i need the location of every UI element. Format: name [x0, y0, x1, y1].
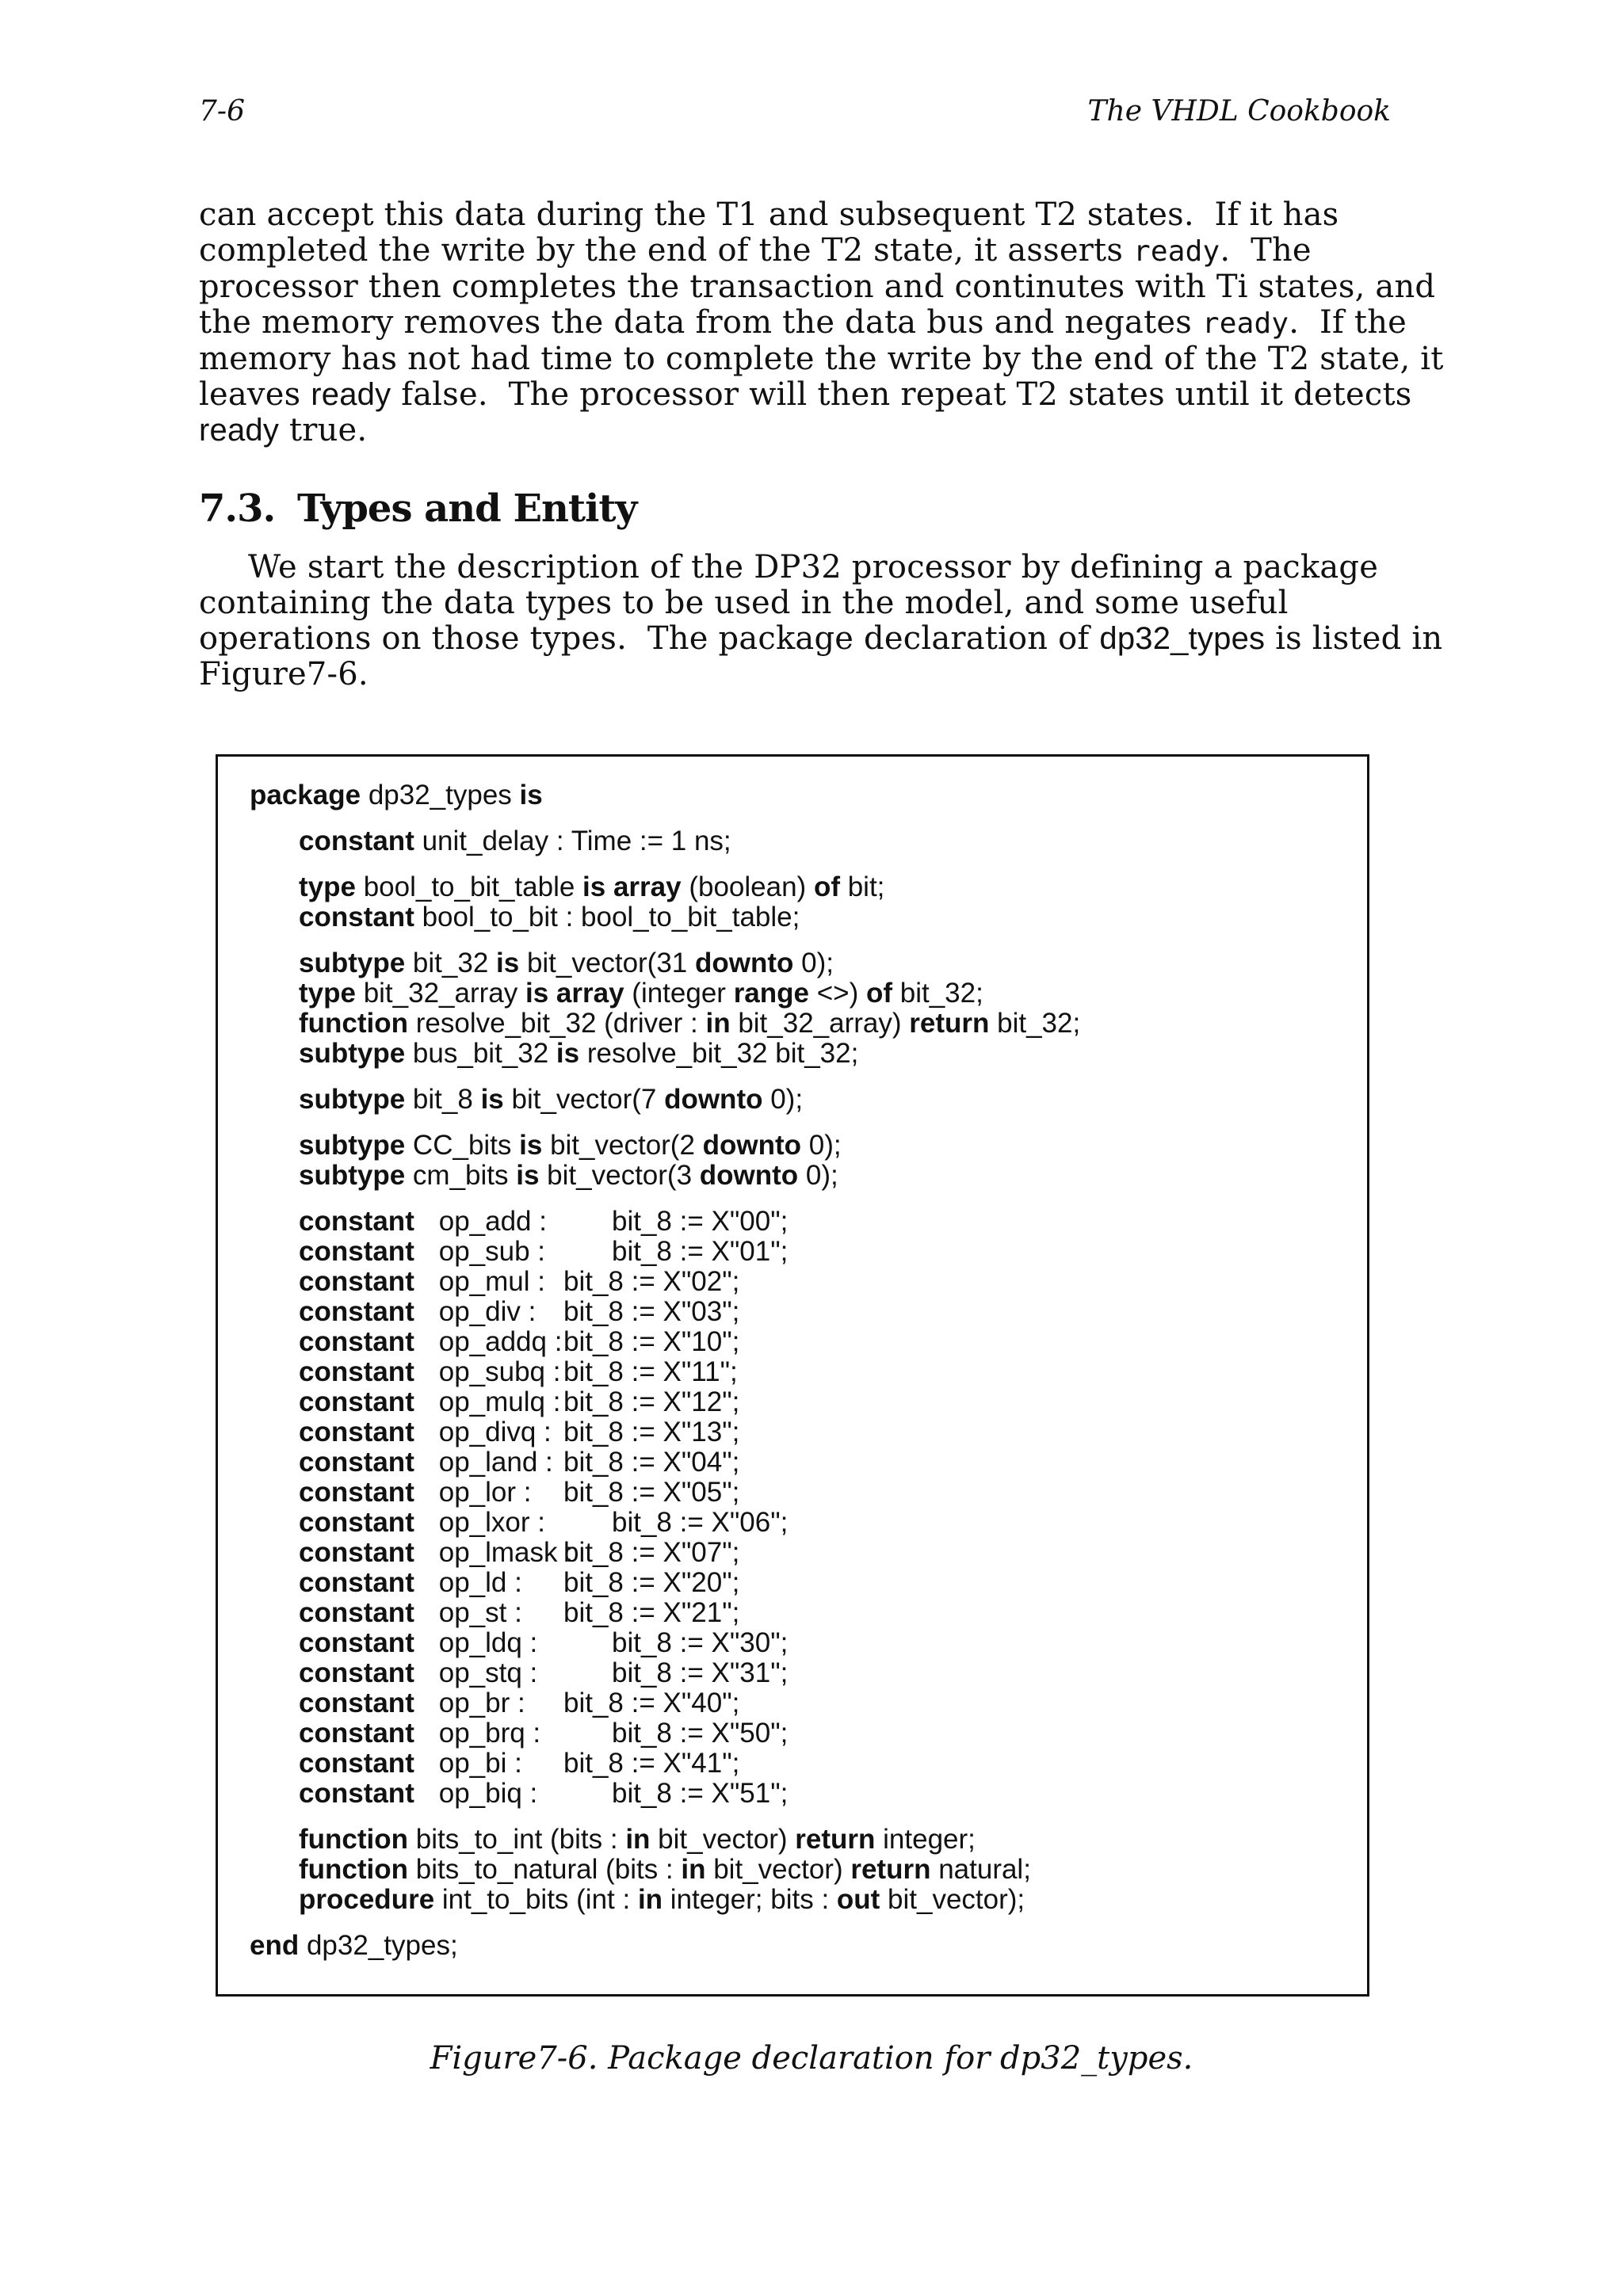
inline-code: ready	[199, 413, 280, 448]
opcode-line: constant op_subq : bit_8 := X"11";	[299, 1356, 738, 1387]
code-listing-box	[216, 754, 1369, 1997]
code-line: subtype cm_bits is bit_vector(3 downto 0);	[299, 1160, 838, 1191]
opcode-line: constant op_mulq : bit_8 := X"12";	[299, 1386, 740, 1417]
code-line: subtype bit_8 is bit_vector(7 downto 0);	[299, 1084, 804, 1115]
opcode-line: constant op_div : bit_8 := X"03";	[299, 1296, 740, 1327]
code-line: constant unit_delay : Time := 1 ns;	[299, 826, 731, 856]
inline-code: ready	[1132, 235, 1220, 268]
opcode-line: constant op_divq : bit_8 := X"13";	[299, 1417, 740, 1447]
opcode-line: constant op_lor : bit_8 := X"05";	[299, 1477, 740, 1508]
code-line: subtype bus_bit_32 is resolve_bit_32 bit_32;	[299, 1038, 859, 1069]
section-title: Types and Entity	[297, 486, 637, 531]
code-line: procedure int_to_bits (int : in integer; bits : out bit_vector);	[299, 1884, 1025, 1915]
code-line: end dp32_types;	[250, 1930, 458, 1961]
paragraph-ready-protocol	[199, 196, 1444, 448]
code-line: type bool_to_bit_table is array (boolean) of bit;	[299, 871, 885, 902]
inline-code: ready	[311, 377, 391, 412]
opcode-line: constant op_ldq : bit_8 := X"30";	[299, 1627, 789, 1658]
opcode-line: constant op_stq : bit_8 := X"31";	[299, 1657, 789, 1688]
text-line: operations on those types. The package declaration of dp32_types is listed in	[199, 620, 1443, 657]
text-line: completed the write by the end of the T2 state, it asserts ready. The	[199, 232, 1312, 269]
opcode-line: constant op_bi : bit_8 := X"41";	[299, 1748, 740, 1779]
code-line: function resolve_bit_32 (driver : in bit_32_array) return bit_32;	[299, 1008, 1081, 1039]
opcode-line: constant op_ld : bit_8 := X"20";	[299, 1567, 740, 1598]
text-line: Figure7-6.	[199, 656, 369, 692]
text-line: ready true.	[199, 412, 368, 448]
code-line: function bits_to_int (bits : in bit_vector) return integer;	[299, 1824, 976, 1855]
text-line: containing the data types to be used in the model, and some useful	[199, 585, 1289, 621]
text-line: can accept this data during the T1 and subsequent T2 states. If it has	[199, 196, 1339, 233]
opcode-line: constant op_lmask :bit_8 := X"07";	[299, 1537, 740, 1568]
code-line: type bit_32_array is array (integer range <>) of bit_32;	[299, 978, 983, 1009]
inline-code: ready	[1201, 307, 1289, 340]
text-line: processor then completes the transaction and continutes with Ti states, and	[199, 269, 1436, 305]
paragraph-intro	[199, 549, 1443, 692]
opcode-line: constant op_land : bit_8 := X"04";	[299, 1447, 740, 1478]
opcode-line: constant op_add : bit_8 := X"00";	[299, 1206, 789, 1237]
text-line: the memory removes the data from the data bus and negates ready. If the	[199, 304, 1407, 341]
opcode-line: constant op_biq : bit_8 := X"51";	[299, 1778, 789, 1809]
opcode-line: constant op_mul : bit_8 := X"02";	[299, 1266, 740, 1297]
opcode-line: constant op_br : bit_8 := X"40";	[299, 1688, 740, 1718]
code-listing	[250, 780, 1080, 1961]
opcode-line: constant op_sub : bit_8 := X"01";	[299, 1236, 789, 1267]
text-line: leaves ready false. The processor will then repeat T2 states until it detects	[199, 376, 1412, 413]
code-line: subtype bit_32 is bit_vector(31 downto 0);	[299, 948, 834, 978]
opcode-line: constant op_brq : bit_8 := X"50";	[299, 1718, 789, 1749]
opcode-line: constant op_lxor : bit_8 := X"06";	[299, 1507, 789, 1538]
page-number: 7-6	[199, 95, 245, 128]
text-line: memory has not had time to complete the write by the end of the T2 state, it	[199, 341, 1444, 377]
inline-code: dp32_types	[1099, 621, 1266, 656]
code-line: constant bool_to_bit : bool_to_bit_table;	[299, 902, 800, 933]
code-line: package dp32_types is	[250, 780, 543, 810]
opcode-line: constant op_addq :bit_8 := X"10";	[299, 1326, 740, 1357]
section-number: 7.3.	[199, 486, 276, 531]
opcode-constants	[250, 1207, 1080, 1809]
section-heading	[199, 486, 636, 531]
text-line: We start the description of the DP32 processor by defining a package	[248, 549, 1379, 585]
page-header	[199, 95, 1391, 143]
code-line: subtype CC_bits is bit_vector(2 downto 0);	[299, 1130, 842, 1161]
figure-caption: Figure7-6. Package declaration for dp32_types.	[430, 2040, 1193, 2077]
code-line: function bits_to_natural (bits : in bit_vector) return natural;	[299, 1854, 1031, 1885]
book-title: The VHDL Cookbook	[1087, 95, 1391, 128]
opcode-line: constant op_st : bit_8 := X"21";	[299, 1597, 740, 1628]
